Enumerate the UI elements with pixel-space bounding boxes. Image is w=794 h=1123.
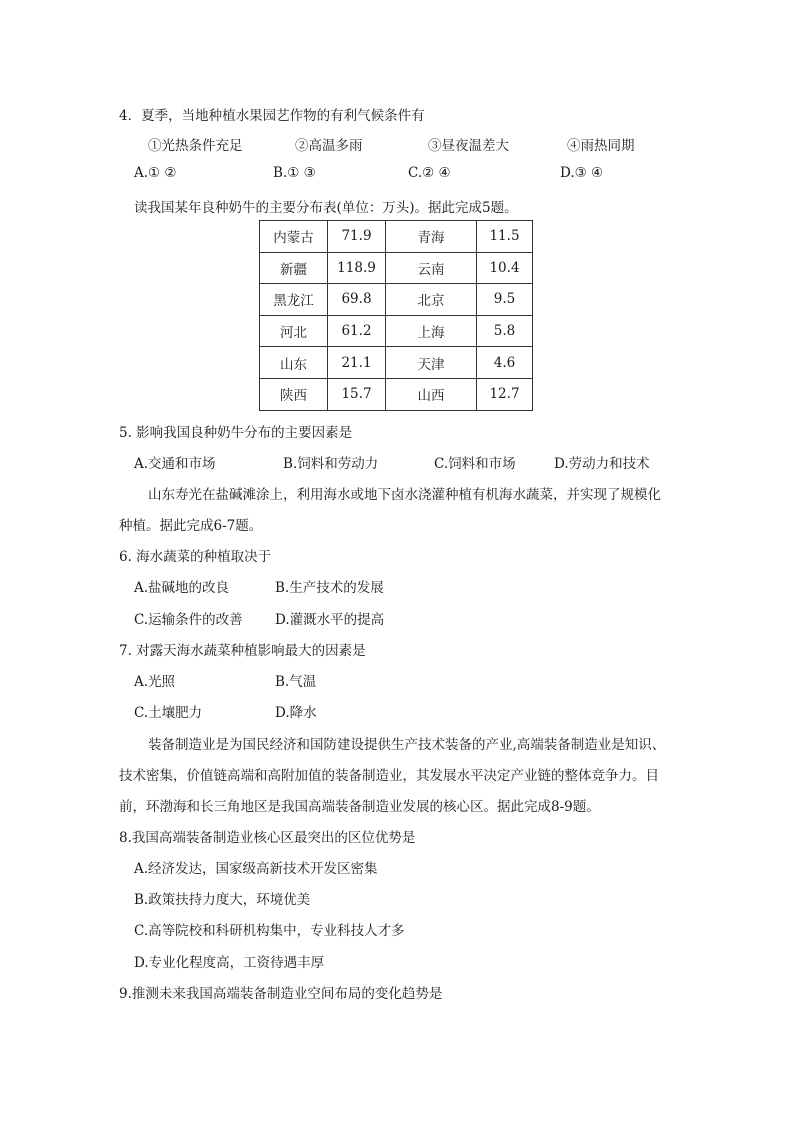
q5-option-a: A.交通和市场: [134, 456, 216, 472]
q4-item-2: ②高温多雨: [295, 138, 363, 154]
table-row: [260, 252, 533, 284]
province-cell: 青海: [386, 221, 477, 253]
count-cell: 71.9: [328, 221, 386, 253]
question-7-stem: 7. 对露天海水蔬菜种植影响最大的因素是: [119, 643, 366, 659]
q8-option-c: C.高等院校和科研机构集中，专业科技人才多: [134, 923, 405, 939]
q6-option-b: B.生产技术的发展: [275, 580, 384, 596]
q6-7-intro-line-2: 种植。据此完成6-7题。: [119, 518, 263, 534]
q7-option-b: B.气温: [275, 674, 317, 690]
province-cell: 上海: [386, 315, 477, 347]
q8-option-b: B.政策扶持力度大，环境优美: [134, 892, 311, 908]
q4-item-1: ①光热条件充足: [148, 138, 243, 154]
q8-9-intro-line-1: 装备制造业是为国民经济和国防建设提供生产技术装备的产业,高端装备制造业是知识、: [148, 737, 666, 753]
table-row: [260, 347, 533, 379]
q8-option-a: A.经济发达，国家级高新技术开发区密集: [134, 861, 378, 877]
province-cell: 黑龙江: [260, 284, 328, 316]
question-4-stem: 4．夏季，当地种植水果园艺作物的有利气候条件有: [119, 108, 425, 124]
question-8-stem: 8.我国高端装备制造业核心区最突出的区位优势是: [119, 830, 416, 846]
count-cell: 10.4: [477, 252, 533, 284]
province-cell: 新疆: [260, 252, 328, 284]
q8-9-intro-line-2: 技术密集，价值链高端和高附加值的装备制造业，其发展水平决定产业链的整体竞争力。目: [119, 768, 659, 784]
count-cell: 61.2: [328, 315, 386, 347]
q8-option-d: D.专业化程度高，工资待遇丰厚: [134, 955, 325, 971]
count-cell: 118.9: [328, 252, 386, 284]
table-row: [260, 284, 533, 316]
province-cell: 山东: [260, 347, 328, 379]
q5-option-b: B.饲料和劳动力: [283, 456, 379, 472]
q6-option-c: C.运输条件的改善: [134, 612, 243, 628]
q6-7-intro-line-1: 山东寿光在盐碱滩涂上，利用海水或地下卤水浇灌种植有机海水蔬菜，并实现了规模化: [148, 487, 661, 503]
province-cell: 内蒙古: [260, 221, 328, 253]
q5-option-d: D.劳动力和技术: [554, 456, 650, 472]
province-cell: 北京: [386, 284, 477, 316]
q7-option-a: A.光照: [134, 674, 176, 690]
province-cell: 天津: [386, 347, 477, 379]
count-cell: 15.7: [328, 378, 386, 410]
cow-distribution-table: [259, 220, 533, 411]
q5-option-c: C.饲料和市场: [434, 456, 516, 472]
count-cell: 21.1: [328, 347, 386, 379]
q5-intro: 读我国某年良种奶牛的主要分布表(单位：万头)。据此完成5题。: [134, 200, 518, 216]
province-cell: 山西: [386, 378, 477, 410]
count-cell: 4.6: [477, 347, 533, 379]
q4-option-a: A.① ②: [134, 165, 177, 181]
q4-option-d: D.③ ④: [560, 165, 604, 181]
table-row: [260, 315, 533, 347]
question-9-stem: 9.推测未来我国高端装备制造业空间布局的变化趋势是: [119, 986, 443, 1002]
count-cell: 9.5: [477, 284, 533, 316]
question-5-stem: 5. 影响我国良种奶牛分布的主要因素是: [119, 425, 353, 441]
q4-item-3: ③昼夜温差大: [428, 138, 509, 154]
province-cell: 陕西: [260, 378, 328, 410]
q4-option-b: B.① ③: [273, 165, 316, 181]
province-cell: 云南: [386, 252, 477, 284]
count-cell: 12.7: [477, 378, 533, 410]
count-cell: 11.5: [477, 221, 533, 253]
q7-option-d: D.降水: [275, 705, 317, 721]
q4-option-c: C.② ④: [408, 165, 451, 181]
table-row: [260, 221, 533, 253]
q8-9-intro-line-3: 前，环渤海和长三角地区是我国高端装备制造业发展的核心区。据此完成8-9题。: [119, 799, 600, 815]
q4-item-4: ④雨热同期: [567, 138, 635, 154]
count-cell: 5.8: [477, 315, 533, 347]
province-cell: 河北: [260, 315, 328, 347]
question-6-stem: 6. 海水蔬菜的种植取决于: [119, 549, 272, 565]
table-row: [260, 378, 533, 410]
q7-option-c: C.土壤肥力: [134, 705, 203, 721]
q6-option-d: D.灌溉水平的提高: [275, 612, 385, 628]
q6-option-a: A.盐碱地的改良: [134, 580, 230, 596]
count-cell: 69.8: [328, 284, 386, 316]
